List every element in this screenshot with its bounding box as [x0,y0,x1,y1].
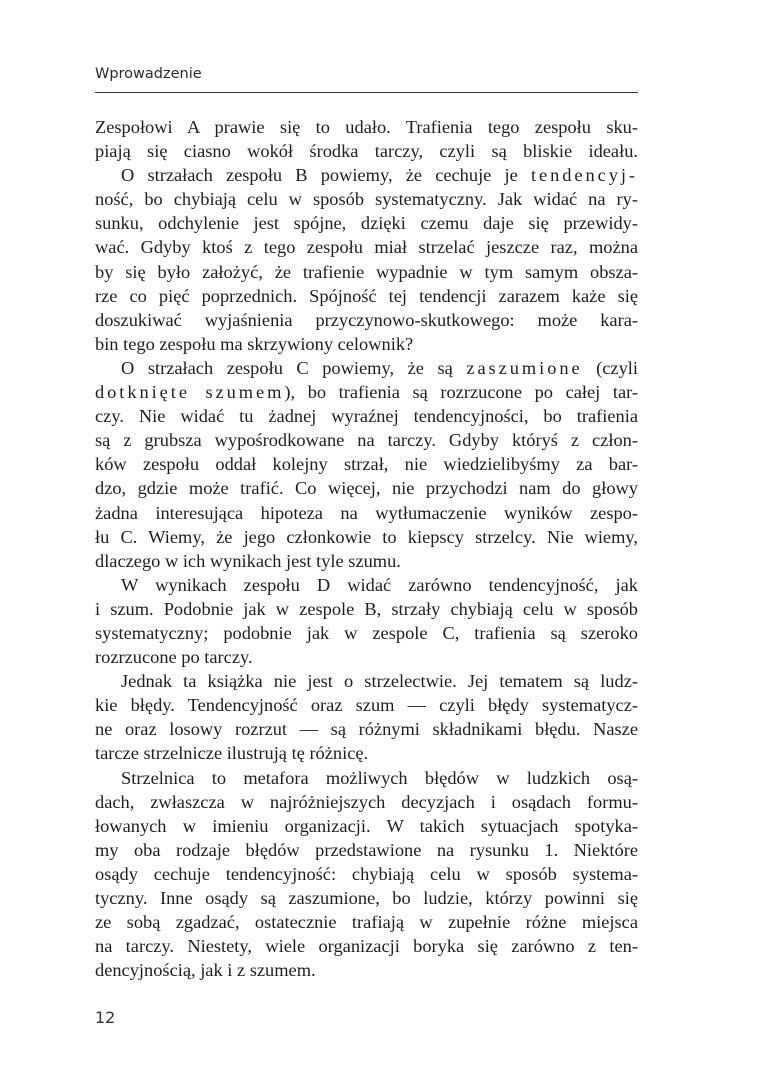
text-line: łowanych w imieniu organizacji. W takich sytuacjach spotyka- [95,815,638,836]
text-line: sunku, odchylenie jest spójne, dzięki czemu daje się przewidy- [95,213,638,234]
text-line: dzo, gdzie może trafić. Co więcej, nie przychodzi nam do głowy [95,478,638,499]
text-line: my oba rodzaje błędów przedstawione na rysunku 1. Niektóre [95,839,638,860]
text-line: dencyjnością, jak i z szumem. [95,960,316,981]
text-line: łu C. Wiemy, że jego członkowie to kiepscy strzelcy. Nie wiemy, [95,526,638,547]
text-line [95,380,638,404]
text-line: kie błędy. Tendencyjność oraz szum — czyli błędy systematycz- [95,695,638,716]
text-line: systematyczny; podobnie jak w zespole C, trafienia są szeroko [95,622,638,643]
text-line: bin tego zespołu ma skrzywiony celownik? [95,333,414,354]
emphasis-term: dotknięte szumem [95,382,285,403]
text-line: W wynikach zespołu D widać zarówno tendencyjność, jak [121,574,638,595]
text-line: żadna interesująca hipoteza na wytłumaczenie wyników zespo- [95,502,638,523]
text-line [95,163,638,187]
page-number: 12 [95,1008,116,1027]
text-line: by się było założyć, że trafienie wypadnie w tym samym obsza- [95,261,638,282]
text-run: O strzałach zespołu B powiemy, że cechuje je [121,165,531,186]
text-line: Jednak ta książka nie jest o strzelectwie. Jej tematem są ludz- [121,671,638,692]
text-line: i szum. Podobnie jak w zespole B, strzały chybiają celu w sposób [95,598,638,619]
text-line: Strzelnica to metafora możliwych błędów w ludzkich osą- [121,767,638,788]
header-rule [95,92,638,93]
text-line: doszukiwać wyjaśnienia przyczynowo-skutkowego: może kara- [95,309,638,330]
running-header: Wprowadzenie [95,66,202,82]
text-run: ), bo trafienia są rozrzucone po całej tar- [284,382,638,403]
text-line: rozrzucone po tarczy. [95,647,253,668]
text-line: Zespołowi A prawie się to udało. Trafienia tego zespołu sku- [95,117,638,137]
text-line: rze co pięć poprzednich. Spójność tej tendencji zarazem każe się [95,285,638,306]
text-line: na tarczy. Niestety, wiele organizacji boryka się zarówno z ten- [95,936,638,957]
text-line: piają się ciasno wokół środka tarczy, czyli są bliskie ideału. [95,141,638,162]
text-line: ne oraz losowy rozrzut — są różnymi składnikami błędu. Nasze [95,719,638,740]
text-line: wać. Gdyby ktoś z tego zespołu miał strzelać jeszcze raz, można [95,237,638,258]
text-line: ków zespołu oddał kolejny strzał, nie wiedzielibyśmy za bar- [95,454,638,475]
text-line: dlaczego w ich wynikach jest tyle szumu. [95,550,401,571]
text-line [95,356,638,380]
text-run: (czyli [582,357,638,378]
emphasis-term: tendencyj- [530,165,638,186]
text-line: tyczny. Inne osądy są zaszumione, bo ludzie, którzy powinni się [95,888,638,908]
text-line: są z grubsza wypośrodkowane na tarczy. Gdyby któryś z człon- [95,430,638,451]
text-line: osądy cechuje tendencyjność: chybiają celu w sposób systema- [95,863,638,884]
text-line: ność, bo chybiają celu w sposób systematyczny. Jak widać na ry- [95,189,638,210]
text-line: dach, zwłaszcza w najróżniejszych decyzjach i osądach formu- [95,791,638,812]
text-line: czy. Nie widać tu żadnej wyraźnej tendencyjności, bo trafienia [95,406,638,427]
text-line: tarcze strzelnicze ilustrują tę różnicę. [95,743,369,764]
text-run: O strzałach zespołu C powiemy, że są [121,357,467,378]
emphasis-term: zaszumione [466,357,583,378]
body-text [95,115,638,982]
text-line: ze sobą zgadzać, ostatecznie trafiają w zupełnie różne miejsca [95,912,638,933]
